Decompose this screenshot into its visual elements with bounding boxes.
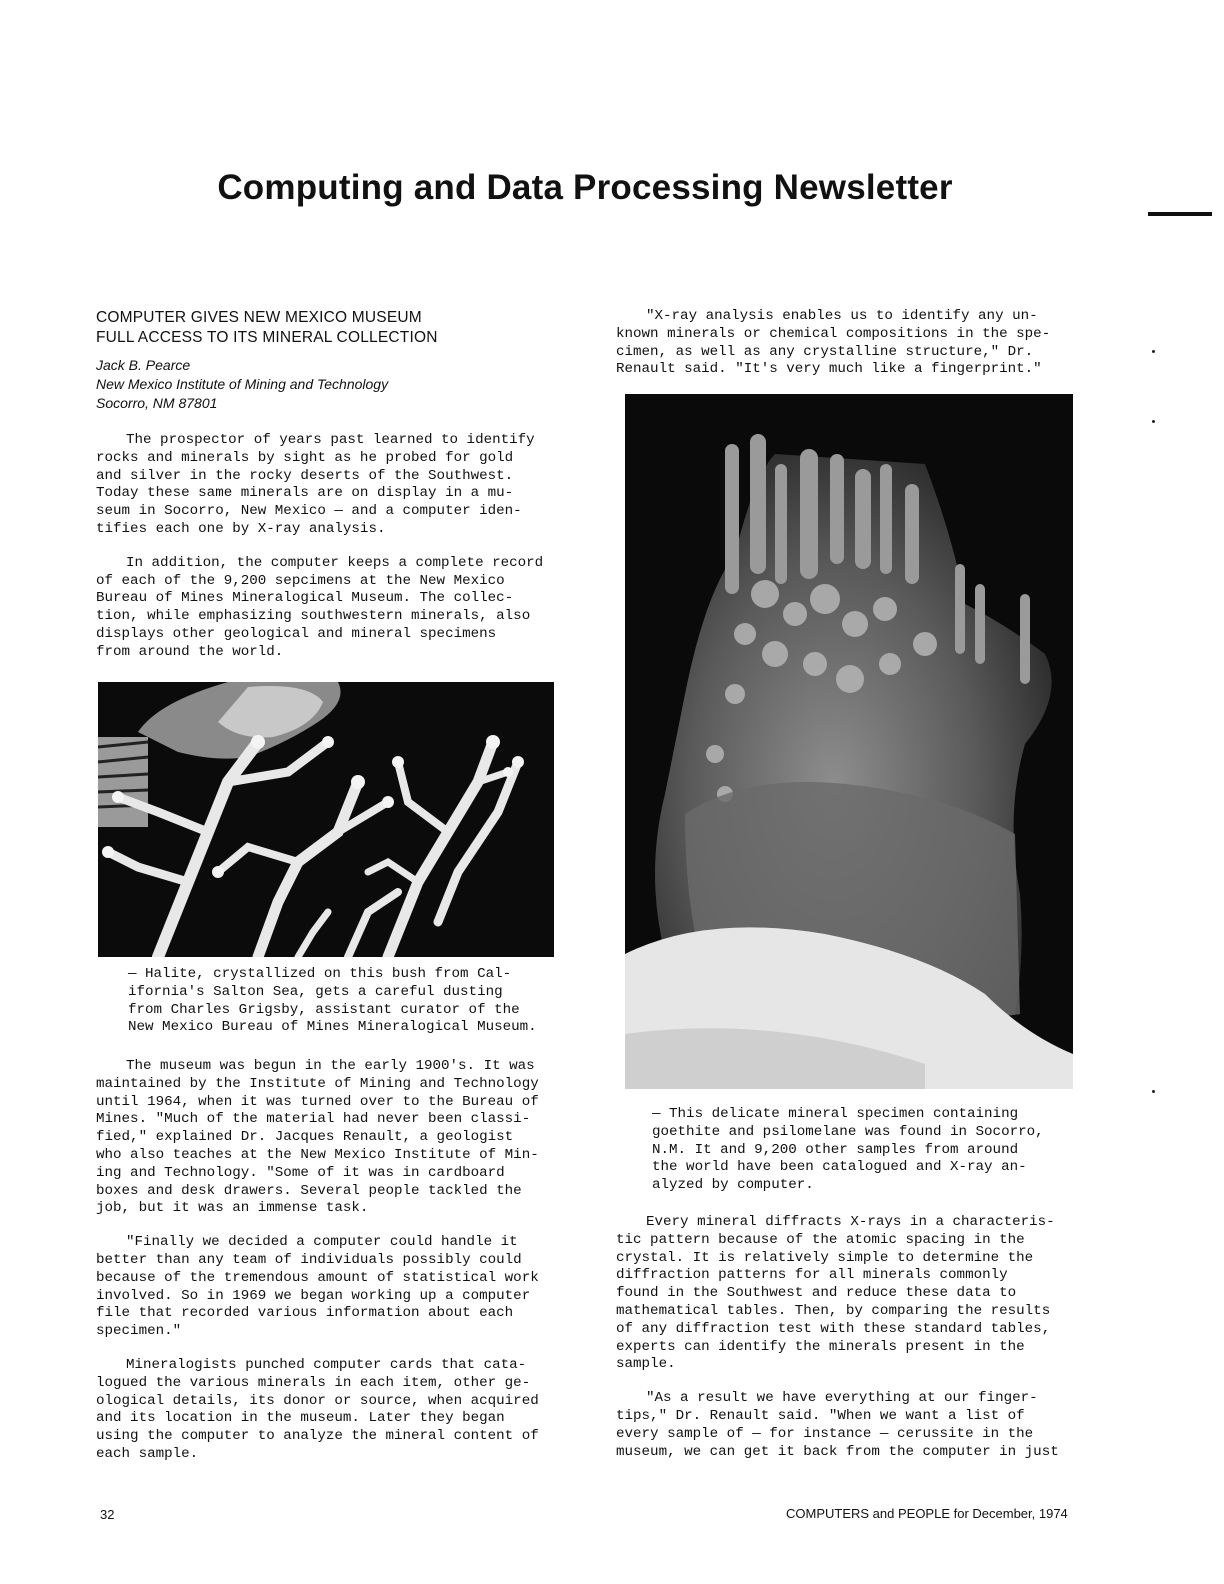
halite-caption: — Halite, crystallized on this bush from Cal- ifornia's Salton Sea, gets a careful dusting from Charles Grigsby, assistant curator of the New Mexico Bureau of Mines Mineralogical Museum.	[128, 966, 537, 1036]
paragraph: "Finally we decided a computer could handle it better than any team of individuals possibly could because of the tremendous amount of statistical work involved. So in 1969 we began working up a computer file that recorded various information about each specimen."	[96, 1234, 539, 1340]
edge-rule	[1148, 212, 1212, 216]
mineral-specimen-photo	[625, 394, 1073, 1089]
paragraph: Mineralogists punched computer cards that cata- logued the various minerals in each item, other ge- ological details, its donor or source, when acquired and its location in the museum. Later they began using the computer to analyze the mineral content of each sample.	[96, 1356, 539, 1462]
margin-speck	[1152, 420, 1155, 423]
specimen-caption: — This delicate mineral specimen containing goethite and psilomelane was found in Socorro, N.M. It and 9,200 other samples from around the world have been catalogued and X-ray an- alyzed by computer.	[652, 1106, 1044, 1194]
margin-speck	[1152, 350, 1155, 353]
headline-line-2: FULL ACCESS TO ITS MINERAL COLLECTION	[96, 329, 438, 346]
masthead-title: Computing and Data Processing Newsletter	[217, 168, 953, 207]
article-headline	[96, 308, 566, 348]
author-affiliation: New Mexico Institute of Mining and Technology	[96, 376, 389, 392]
right-column	[616, 308, 1094, 395]
headline-line-1: COMPUTER GIVES NEW MEXICO MUSEUM	[96, 309, 422, 326]
paragraph: In addition, the computer keeps a complete record of each of the 9,200 sepcimens at the New Mexico Bureau of Mines Mineralogical Museum. The collec- tion, while emphasizing southwestern minerals, also displays other geological and mineral specimens from around the world.	[96, 554, 544, 660]
publication-line: COMPUTERS and PEOPLE for December, 1974	[786, 1506, 1068, 1521]
margin-speck	[1152, 1090, 1155, 1093]
page-number: 32	[100, 1507, 115, 1522]
right-column-lower	[616, 1214, 1096, 1477]
specimen-caption-block	[652, 1106, 1082, 1195]
byline	[96, 356, 566, 413]
left-column-lower	[96, 1058, 570, 1480]
paragraph: "As a result we have everything at our finger- tips," Dr. Renault said. "When we want a list of every sample of — for instance — cerussite in the museum, we can get it back from the computer in just	[616, 1390, 1059, 1460]
paragraph: The prospector of years past learned to identify rocks and minerals by sight as he probed for gold and silver in the rocky deserts of the Southwest. Today these same minerals are on display in a mu- seum in Socorro, New Mexico — and a computer iden- tifies each one by X-ray analysis.	[96, 432, 535, 537]
left-column	[96, 308, 566, 678]
paragraph: "X-ray analysis enables us to identify any un- known minerals or chemical compositions in the spe- cimen, as well as any crystalline structure," Dr. Renault said. "It's very much like a fingerprint."	[616, 308, 1051, 378]
halite-photo	[98, 682, 554, 957]
paragraph: The museum was begun in the early 1900's. It was maintained by the Institute of Mining and Technology until 1964, when it was turned over to the Bureau of Mines. "Much of the material had never been classi- fied," explained Dr. Jacques Renault, a geologist who also teaches at the New Mexico Institute of Min- ing and Technology. "Some of it was in cardboard boxes and desk drawers. Several people tackled the job, but it was an immense task.	[96, 1058, 539, 1217]
paragraph: Every mineral diffracts X-rays in a characteris- tic pattern because of the atomic spacing in the crystal. It is relatively simple to determine the diffraction patterns for all minerals commonly found in the Southwest and reduce these data to mathematical tables. Then, by comparing the results of any diffraction test with these standard tables, experts can identify the minerals present in the sample.	[616, 1214, 1055, 1373]
author-name: Jack B. Pearce	[96, 357, 191, 373]
halite-caption-block	[128, 966, 558, 1037]
author-location: Socorro, NM 87801	[96, 395, 218, 411]
